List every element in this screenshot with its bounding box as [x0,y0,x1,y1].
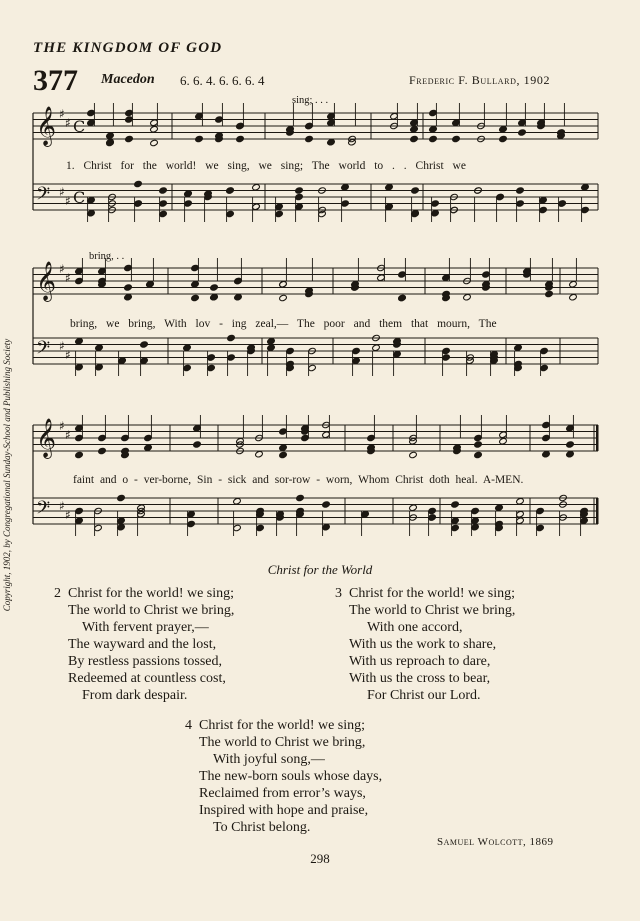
sharp-sign: ♯ [65,116,71,130]
stanza-line: Christ for the world! we sing; [68,586,235,601]
notehead [234,294,243,301]
lyric-line-1: 1. Christ for the world! we sing, we sing; The world to . . Christ we [66,160,466,172]
final-barline [596,498,599,524]
notehead [545,290,554,297]
notehead [410,126,419,133]
notehead [410,135,419,142]
notehead [372,344,381,351]
notehead [279,451,288,458]
notehead [134,180,143,187]
notehead [210,284,219,291]
notehead [581,184,590,191]
notehead [124,284,133,291]
lyric-line-3: faint and o - ver-borne, Sin - sick and sor-row - worn, Whom Christ doth heal. A-MEN. [73,474,524,486]
notehead [327,139,336,146]
notehead [452,135,461,142]
stanza-line: With one accord, [367,620,463,635]
sharp-sign: ♯ [59,185,65,199]
stanza-2 [54,585,235,704]
notehead [226,187,235,194]
notehead [499,135,508,142]
bass-clef: 𝄢 [36,498,51,523]
notehead [566,441,575,448]
notehead [191,281,200,288]
sharp-sign: ♯ [59,419,65,433]
notehead [295,187,304,194]
common-time-sign: C [73,117,86,136]
copyright-notice: Copyright, 1902, by Congregational Sunday-School and Publishing Society [2,338,12,612]
notehead [117,494,126,501]
notehead [429,126,438,133]
lyric-cue-2: bring, . . [89,251,125,262]
treble-clef: 𝄞 [36,261,57,301]
meter: 6. 6. 4. 6. 6. 6. 4 [180,73,265,88]
notehead [542,451,551,458]
notehead [279,444,288,451]
stanza-line: Redeemed at countless cost, [68,671,226,686]
stanza-line: Inspired with hope and praise, [199,803,369,818]
sharp-sign: ♯ [65,271,71,285]
sharp-sign: ♯ [65,508,71,522]
notehead [236,135,245,142]
notehead [305,135,314,142]
notehead [140,341,149,348]
section-title: THE KINGDOM OF GOD [33,40,223,56]
notehead [411,187,420,194]
notehead [514,344,523,351]
notehead [75,338,84,345]
notehead [75,451,84,458]
bass-clef: 𝄢 [36,184,51,209]
notehead [159,187,168,194]
notehead [184,190,193,197]
final-barline [596,425,599,451]
stanza-line: By restless passions tossed, [68,654,222,669]
lyric-cue-1: sing; . . . [292,95,329,106]
notehead [106,132,115,139]
stanza-line: The world to Christ we bring, [68,603,235,618]
notehead [463,294,472,301]
composer: Frederic F. Bullard, 1902 [409,73,551,87]
stanza-line: To Christ belong. [213,820,311,835]
stanza-line: The world to Christ we bring, [199,735,366,750]
notehead [195,135,204,142]
sharp-sign: ♯ [65,194,71,208]
sharp-sign: ♯ [59,339,65,353]
stanza-line: Christ for the world! we sing; [349,586,516,601]
notehead [429,135,438,142]
notehead [267,344,276,351]
notehead [252,184,261,191]
notehead [193,441,202,448]
notehead [183,344,192,351]
stanza-line: From dark despair. [82,688,188,703]
tune-name: Macedon [101,72,155,87]
stanza-3 [335,585,516,704]
hymn-caption: Christ for the World [267,562,373,577]
notehead [98,447,107,454]
notehead [279,281,288,288]
notehead [322,501,331,508]
notehead [569,281,578,288]
lyric-line-2: bring, we bring, With lov - ing zeal,— The poor and them that mourn, The [70,318,497,330]
stanza-line: Christ for the world! we sing; [199,718,366,733]
notehead [150,139,159,146]
notehead [279,294,288,301]
notehead [227,334,236,341]
notehead [341,184,350,191]
common-time-sign: C [73,188,86,207]
notehead [144,444,153,451]
notehead [451,501,460,508]
notehead [125,135,134,142]
notehead [409,504,418,511]
notehead [150,126,159,133]
notehead [146,281,155,288]
stanza-line: With fervent prayer,— [82,620,209,635]
notehead [474,451,483,458]
notehead [398,294,407,301]
sharp-sign: ♯ [65,348,71,362]
notehead [566,451,575,458]
notehead [233,498,242,505]
stanza-line: The new-born souls whose days, [199,769,383,784]
notehead [499,438,508,445]
notehead [255,451,264,458]
stanza-line: With us reproach to dare, [349,654,491,669]
stanza-line: With us the cross to bear, [349,671,491,686]
hymn-author: Samuel Wolcott, 1869 [437,836,554,848]
notehead [95,344,104,351]
notehead [495,504,504,511]
sharp-sign: ♯ [59,107,65,121]
bass-clef: 𝄢 [36,338,51,363]
stanza-line: With joyful song,— [213,752,325,767]
stanza-line: With us the work to share, [349,637,497,652]
stanza-number: 4 [185,718,192,733]
page-number: 298 [310,851,330,866]
notehead [191,294,200,301]
notehead [516,187,525,194]
stanza-line: The world to Christ we bring, [349,603,516,618]
notehead [124,294,133,301]
sharp-sign: ♯ [59,499,65,513]
notehead [385,184,394,191]
sharp-sign: ♯ [59,262,65,276]
stanza-4 [185,717,383,836]
treble-clef: 𝄞 [36,418,57,458]
notehead [267,338,276,345]
stanza-line: For Christ our Lord. [367,688,481,703]
notehead [516,498,525,505]
notehead [518,129,527,136]
notehead [210,294,219,301]
notehead [474,441,483,448]
stanza-number: 3 [335,586,342,601]
notehead [499,126,508,133]
notehead [409,451,418,458]
stanza-line: The wayward and the lost, [68,637,217,652]
sharp-sign: ♯ [65,428,71,442]
stanza-number: 2 [54,586,61,601]
notehead [569,294,578,301]
stanza-line: Reclaimed from error’s ways, [199,786,366,801]
treble-clef: 𝄞 [36,106,57,146]
notehead [296,494,305,501]
hymn-number: 377 [33,64,78,97]
